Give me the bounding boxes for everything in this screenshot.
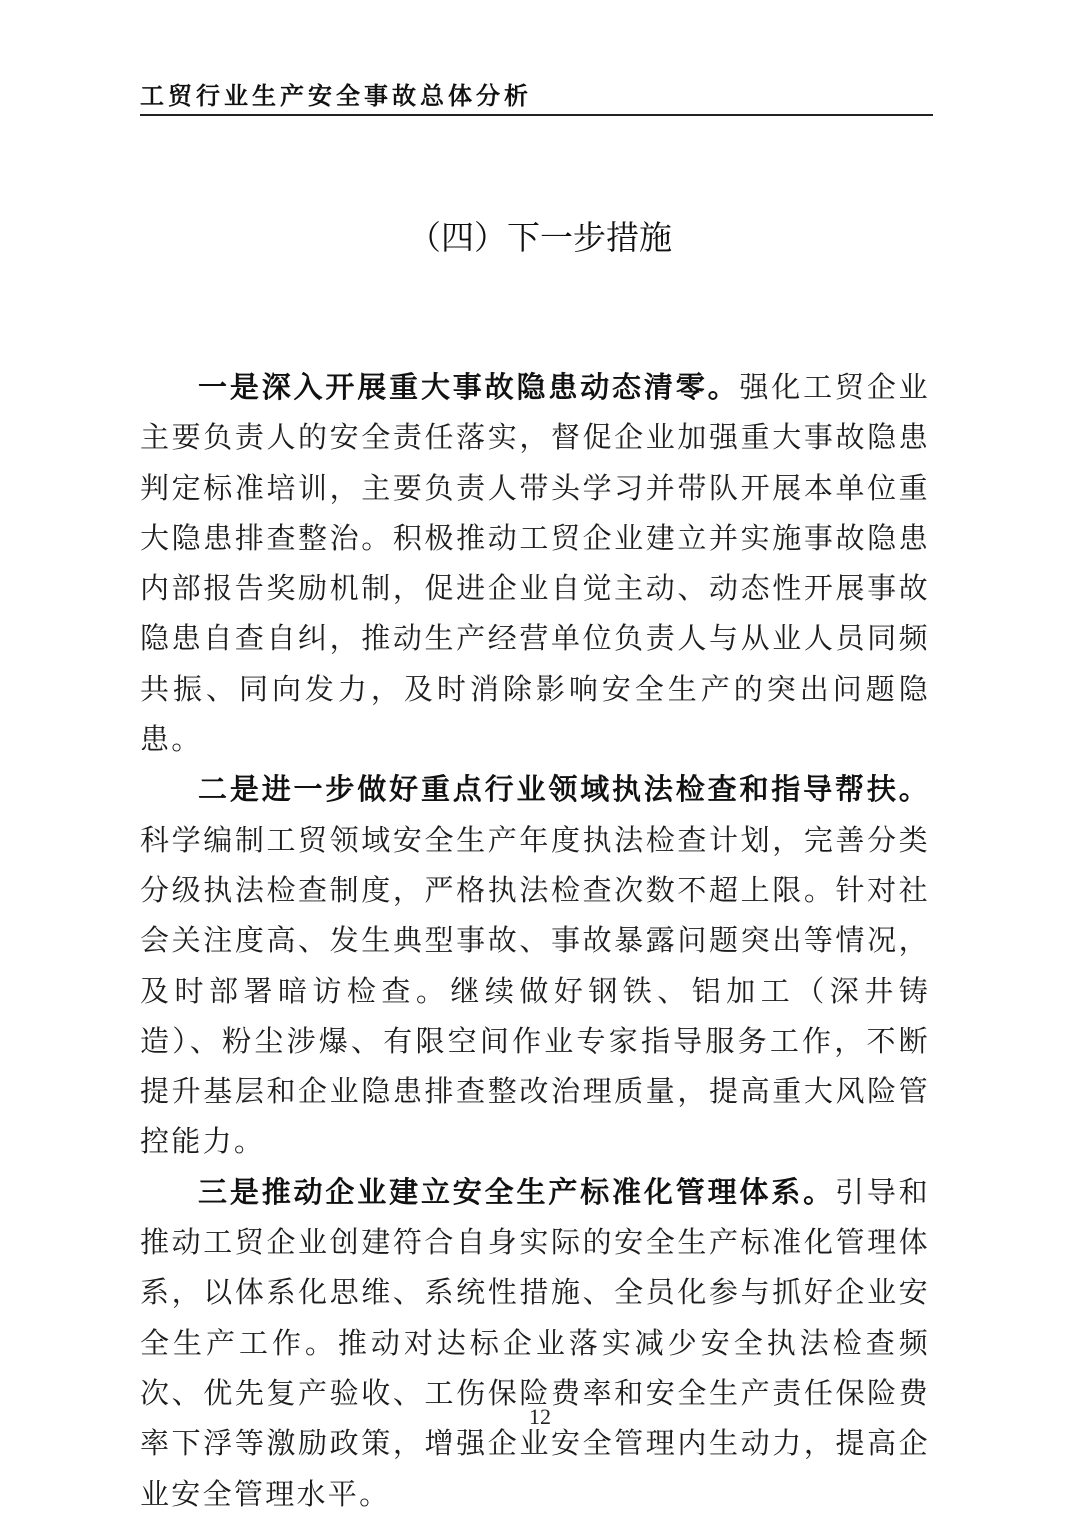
section-title: （四）下一步措施 — [408, 218, 672, 257]
paragraph-3 — [140, 1167, 930, 1519]
paragraph-2 — [140, 764, 930, 1166]
running-header-title: 工贸行业生产安全事故总体分析 — [140, 82, 532, 110]
page-number: 12 — [529, 1404, 551, 1429]
paragraph-2-text: 科学编制工贸领域安全生产年度执法检查计划，完善分类分级执法检查制度，严格执法检查次数不超上限。针对社会关注度高、发生典型事故、事故暴露问题突出等情况，及时部署暗访检查。继续做好钢铁、铝加工（深井铸造）、粉尘涉爆、有限空间作业专家指导服务工作，不断提升基层和企业隐患排查整改治理质量，提高重大风险管控能力。 — [140, 822, 930, 1159]
body-text — [140, 362, 930, 1519]
paragraph-3-text: 引导和推动工贸企业创建符合自身实际的安全生产标准化管理体系，以体系化思维、系统性措施、全员化参与抓好企业安全生产工作。推动对达标企业落实减少安全执法检查频次、优先复产验收、工伤保险费率和安全生产责任保险费率下浮等激励政策，增强企业安全管理内生动力，提高企业安全管理水平。 — [140, 1174, 930, 1511]
header-divider — [140, 114, 933, 116]
paragraph-3-lead: 三是推动企业建立安全生产标准化管理体系。 — [198, 1174, 835, 1209]
paragraph-1-lead: 一是深入开展重大事故隐患动态清零。 — [198, 370, 740, 404]
paragraph-2-lead: 二是进一步做好重点行业领域执法检查和指导帮扶。 — [198, 772, 930, 807]
paragraph-1-text: 强化工贸企业主要负责人的安全责任落实，督促企业加强重大事故隐患判定标准培训，主要负责人带头学习并带队开展本单位重大隐患排查整治。积极推动工贸企业建立并实施事故隐患内部报告奖励机制，促进企业自觉主动、动态性开展事故隐患自查自纠，推动生产经营单位负责人与从业人员同频共振、同向发力，及时消除影响安全生产的突出问题隐患。 — [140, 370, 930, 757]
paragraph-1 — [140, 362, 930, 764]
